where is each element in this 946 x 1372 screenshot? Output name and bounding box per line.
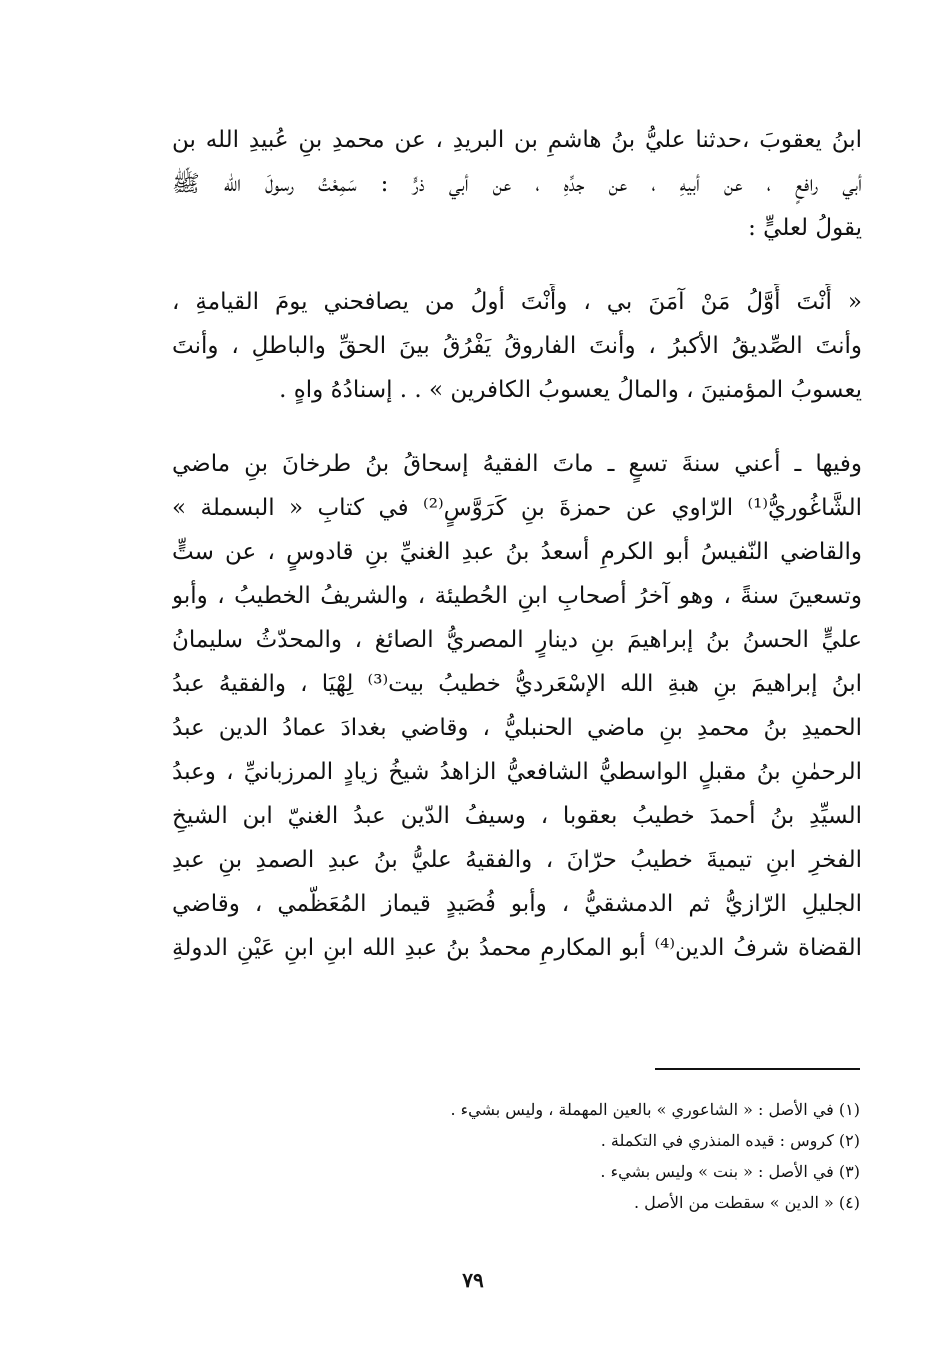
footnote-2: (٢) كروس : قيده المنذري في التكملة . <box>600 1131 860 1150</box>
paragraph-hadith-chain <box>172 122 862 254</box>
footnote-1: (١) في الأصل : « الشاعوري » بالعين المهملة ، وليس بشيء . <box>450 1100 860 1119</box>
text-line: أبي رافعٍ ، عن أبيهِ ، عن جدِّهِ ، عن أبي ذرٍّ : سَمِعْتُ رسولَ الله ﷺ <box>172 171 862 197</box>
text-line: وأنتَ الصِّديقُ الأكبرُ ، وأنتَ الفاروقُ يَفْرُقُ بينَ الحقِّ والباطلِ ، وأنتَ <box>172 333 862 359</box>
text-line: السيِّدِ بنُ أحمدَ خطيبُ بعقوبا ، وسيفُ الدّين عبدُ الغنيّ ابن الشيخِ <box>172 803 862 829</box>
page-number: ٧٩ <box>462 1268 484 1292</box>
footnote-4: (٤) « الدين » سقطت من الأصل . <box>633 1193 860 1212</box>
text-line: « أَنْتَ أَوَّلُ مَنْ آمَنَ بي ، وأَنْتَ أولُ من يصافحني يومَ القيامةِ ، <box>172 289 862 315</box>
paragraph-deaths-list <box>172 446 862 974</box>
text-line: الفخرِ ابنِ تيميةَ خطيبُ حرّانَ ، والفقيهُ عليُّ بنُ عبدِ الصمدِ بنِ عبدِ <box>172 847 862 873</box>
text-line: ابنُ يعقوبَ ،حدثنا عليُّ بنُ هاشمِ بن البريدِ ، عن محمدِ بنِ عُبيدِ الله بن <box>172 127 862 153</box>
text-line: الحميدِ بنُ محمدِ بنِ ماضي الحنبليُّ ، وقاضي بغدادَ عمادُ الدين عبدُ <box>172 715 862 741</box>
text-line: ابنُ إبراهيمَ بنِ هبةِ الله الإسْعَرديُّ خطيبُ بيت⁽³⁾ لِهْيَا ، والفقيهُ عبدُ <box>172 671 862 697</box>
paragraph-hadith-text <box>172 284 862 416</box>
text-line: عليٍّ الحسنُ بنُ إبراهيمَ بنِ دينارٍ المصريُّ الصائغ ، والمحدّثُ سليمانُ <box>172 627 862 653</box>
text-line: القضاة شرفُ الدين⁽⁴⁾ أبو المكارمِ محمدُ بنُ عبدِ الله ابنِ ابنِ عَيْنِ الدولةِ <box>172 935 862 961</box>
footnotes <box>170 1096 860 1220</box>
footnote-divider <box>655 1068 860 1070</box>
text-line: الجليلِ الرّازيُّ ثم الدمشقيُّ ، وأبو فُصَيدٍ قيماز المُعَظَّمي ، وقاضي <box>172 891 862 917</box>
text-line: الرحمٰنِ بنُ مقبلٍ الواسطيُّ الشافعيُّ الزاهدُ شيخُ زيادٍ المرزبانيِّ ، وعبدُ <box>172 759 862 785</box>
text-line: الشَّاغُوريُّ⁽¹⁾ الرّاوي عن حمزةَ بنِ كَرَوَّسٍ⁽²⁾ في كتابِ « البسملة » <box>172 495 862 521</box>
text-line: يقولُ لعليٍّ : <box>748 215 862 241</box>
text-line: يعسوبُ المؤمنينَ ، والمالُ يعسوبُ الكافرين » . . إسنادُهُ واهٍ . <box>279 377 862 403</box>
footnote-3: (٣) في الأصل : « بنت » وليس بشيء . <box>600 1162 860 1181</box>
text-line: والقاضي النّفيسُ أبو الكرمِ أسعدُ بنُ عبدِ الغنيِّ بنِ قادوسٍ ، عن ستٍّ <box>172 539 862 565</box>
text-line: وفيها ـ أعني سنةَ تسعٍ ـ ماتَ الفقيهُ إسحاقُ بنُ طرخانَ بنِ ماضي <box>172 451 862 477</box>
text-line: وتسعينَ سنةً ، وهو آخرُ أصحابِ ابنِ الحُطيئة ، والشريفُ الخطيبُ ، وأبو <box>172 583 862 609</box>
